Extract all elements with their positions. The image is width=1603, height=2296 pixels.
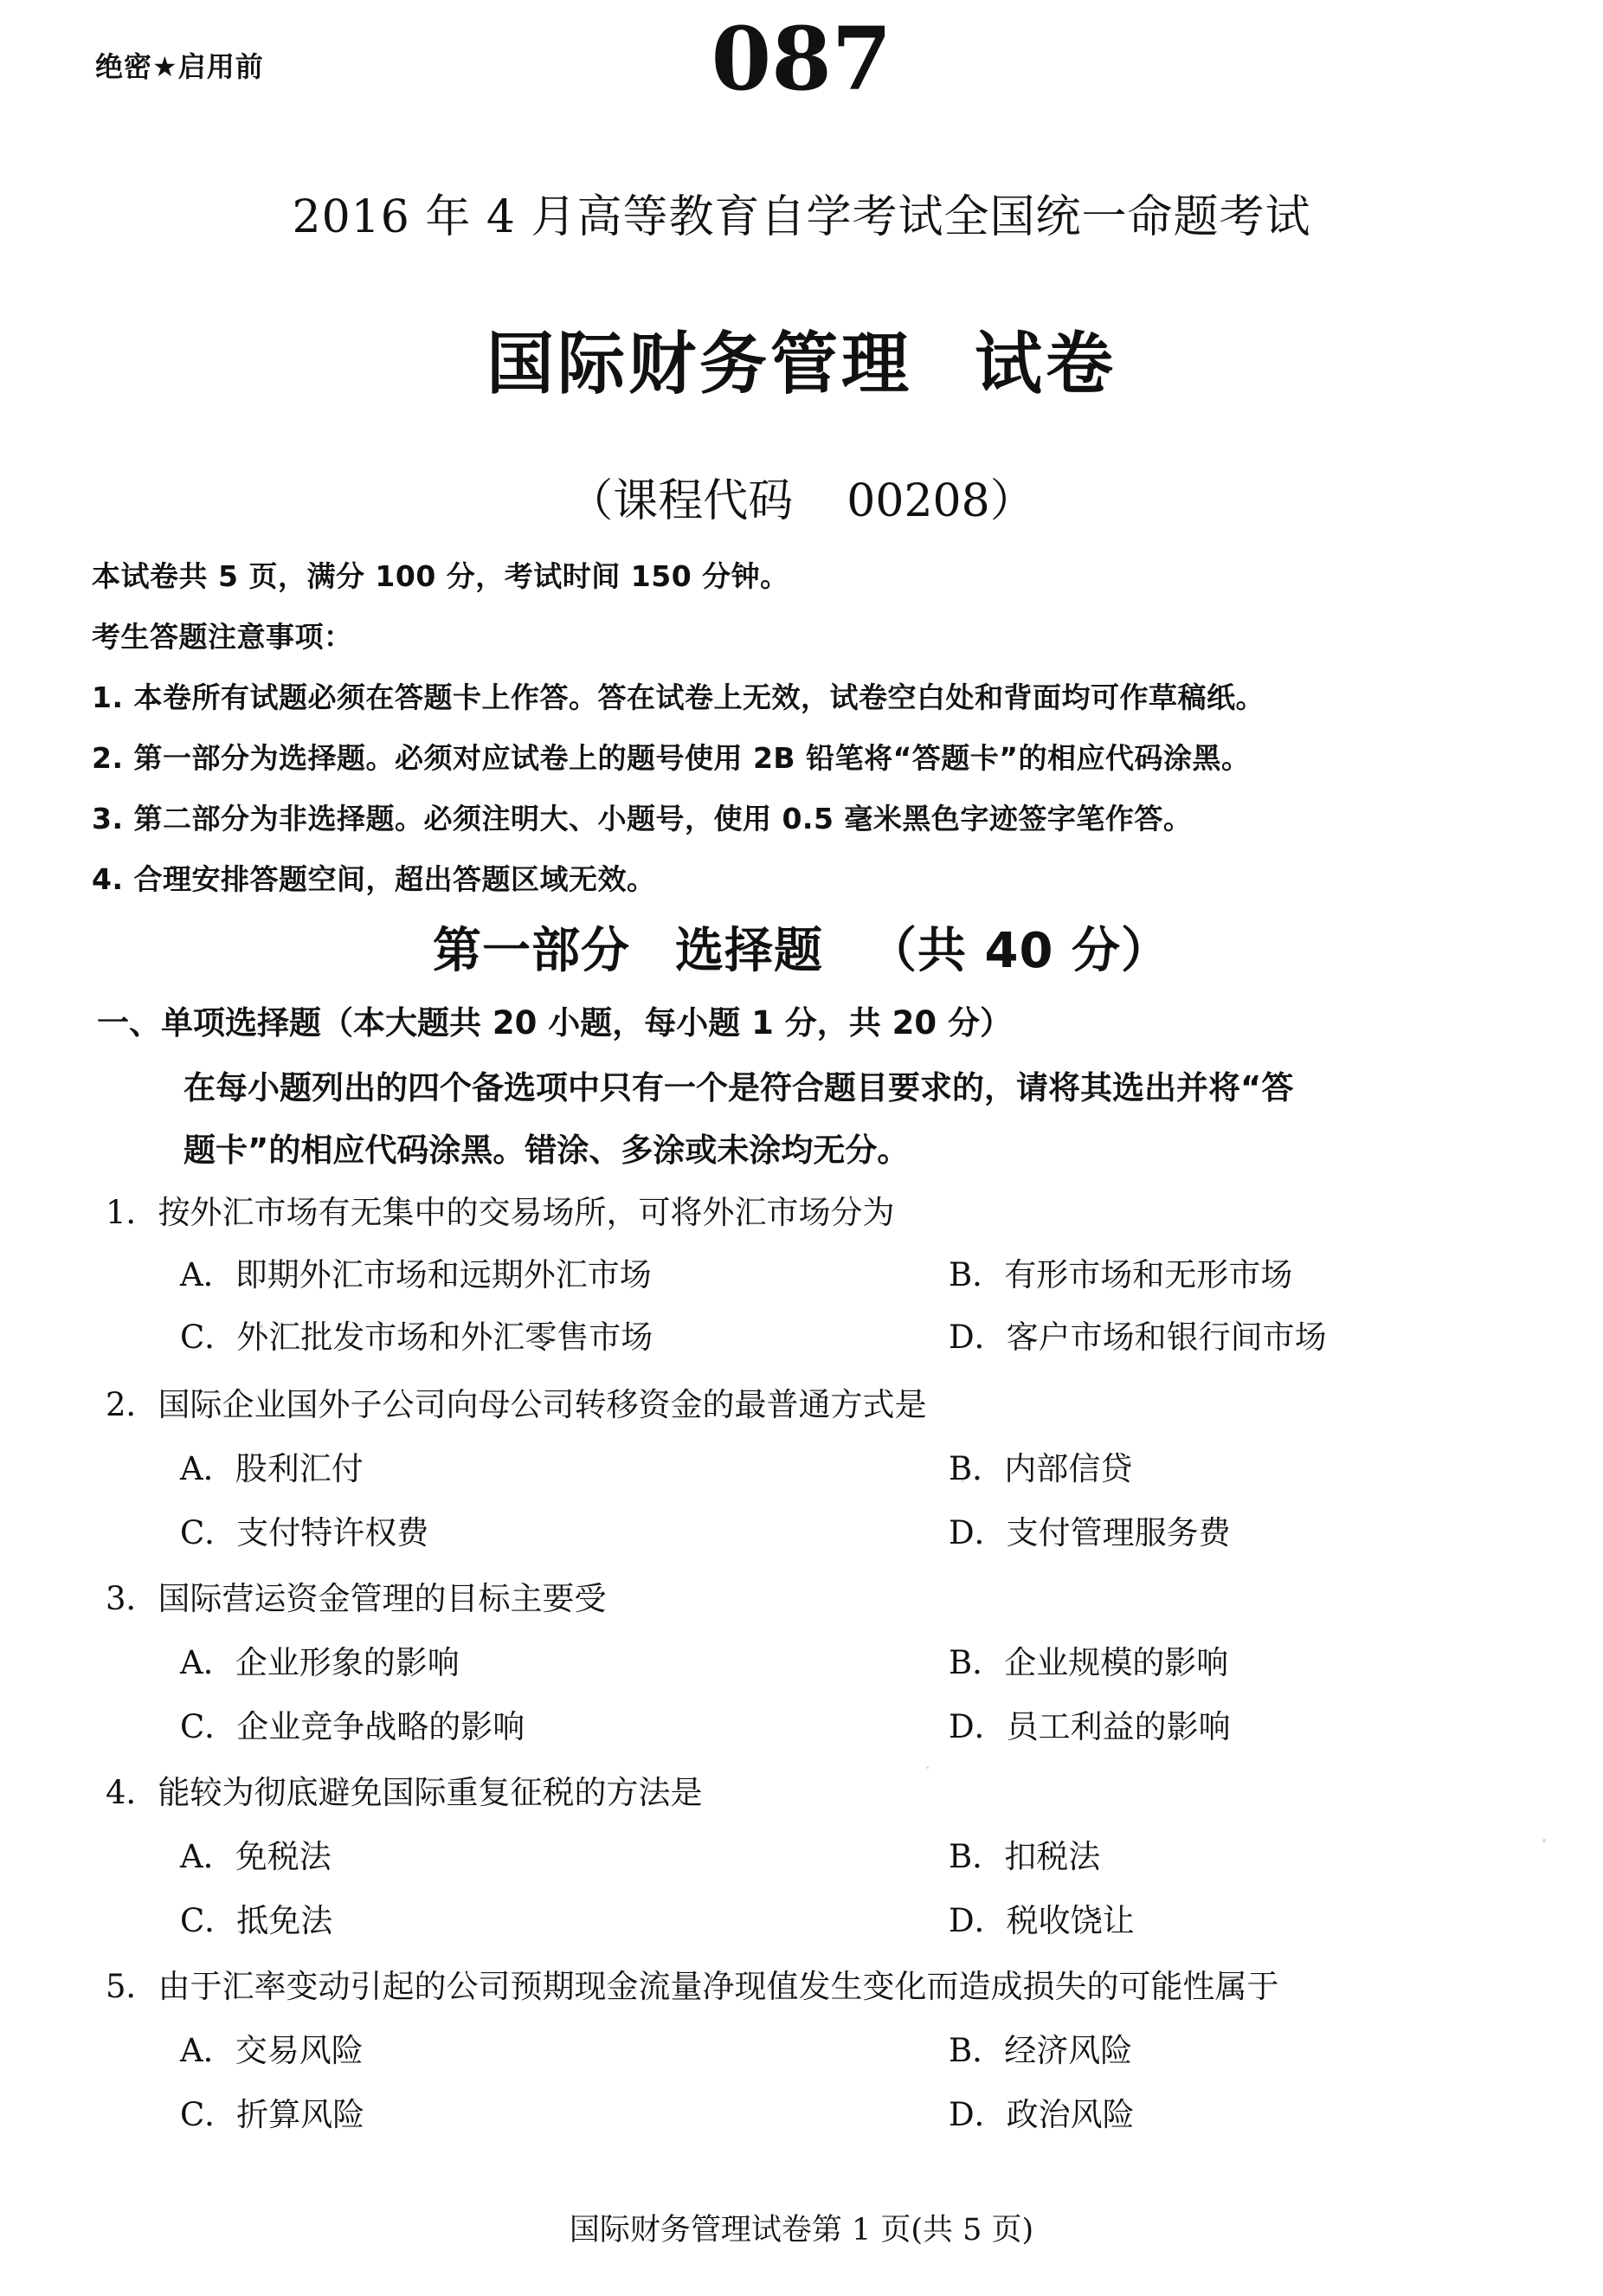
notice-item-1: 1. 本卷所有试题必须在答题卡上作答。答在试卷上无效，试卷空白处和背面均可作草稿纸。 — [92, 680, 1265, 714]
question-2-option-c: C．支付特许权费 — [180, 1514, 429, 1551]
section-one-title: 一、单项选择题（本大题共 20 小题，每小题 1 分，共 20 分） — [97, 1004, 1013, 1042]
paper-title-main: 国际财务管理 — [486, 325, 912, 403]
course-code-label: （课程代码 — [568, 475, 794, 527]
question-5-stem: 5．由于汇率变动引起的公司预期现金流量净现值发生变化而造成损失的可能性属于 — [106, 1968, 1279, 2005]
part-heading-part: 第一部分 — [433, 923, 631, 979]
question-1-stem: 1．按外汇市场有无集中的交易场所，可将外汇市场分为 — [106, 1194, 895, 1231]
section-one-instruction-line-2: 题卡”的相应代码涂黑。错涂、多涂或未涂均无分。 — [183, 1132, 910, 1169]
question-1-option-c: C．外汇批发市场和外汇零售市场 — [180, 1319, 653, 1356]
scan-speck — [260, 1325, 263, 1328]
notice-item-4: 4. 合理安排答题空间，超出答题区域无效。 — [92, 862, 656, 896]
question-2-option-d: D．支付管理服务费 — [949, 1514, 1231, 1551]
confidentiality-label: 绝密★启用前 — [95, 50, 264, 83]
question-2-option-a: A．股利汇付 — [180, 1450, 364, 1487]
scan-speck — [961, 1479, 964, 1482]
question-5-option-c: C．折算风险 — [180, 2096, 365, 2133]
scan-speck — [1542, 1839, 1546, 1842]
question-3-option-c: C．企业竞争战略的影响 — [180, 1708, 525, 1745]
question-4-option-b: B．扣税法 — [949, 1838, 1101, 1875]
question-3-stem: 3．国际营运资金管理的目标主要受 — [106, 1580, 607, 1617]
scan-speck — [926, 1766, 929, 1769]
part-heading-score: （共 40 分） — [868, 923, 1170, 979]
part-one-heading — [0, 913, 1603, 982]
question-4-stem: 4．能较为彻底避免国际重复征税的方法是 — [106, 1774, 703, 1811]
paper-title-suffix: 试卷 — [975, 325, 1117, 403]
page-footer: 国际财务管理试卷第 1 页(共 5 页) — [569, 2213, 1034, 2248]
question-5-option-d: D．政治风险 — [949, 2096, 1135, 2133]
question-4-option-a: A．免税法 — [180, 1838, 332, 1875]
question-4-option-c: C．抵免法 — [180, 1902, 333, 1939]
exam-title: 2016 年 4 月高等教育自学考试全国统一命题考试 — [292, 191, 1311, 243]
paper-title — [0, 310, 1603, 407]
section-one-instruction-line-1: 在每小题列出的四个备选项中只有一个是符合题目要求的，请将其选出并将“答 — [183, 1069, 1294, 1106]
paper-code: 087 — [711, 8, 892, 110]
part-heading-type: 选择题 — [675, 923, 824, 979]
notice-title: 考生答题注意事项： — [92, 620, 353, 654]
notice-item-2: 2. 第一部分为选择题。必须对应试卷上的题号使用 2B 铅笔将“答题卡”的相应代码涂黑。 — [92, 741, 1251, 775]
exam-summary: 本试卷共 5 页，满分 100 分，考试时间 150 分钟。 — [92, 559, 789, 593]
course-code-value: 00208） — [847, 475, 1035, 527]
question-2-option-b: B．内部信贷 — [949, 1450, 1133, 1487]
question-3-option-d: D．员工利益的影响 — [949, 1708, 1231, 1745]
notice-item-3: 3. 第二部分为非选择题。必须注明大、小题号，使用 0.5 毫米黑色字迹签字笔作答。 — [92, 802, 1193, 835]
question-3-option-a: A．企业形象的影响 — [180, 1644, 460, 1681]
question-1-option-d: D．客户市场和银行间市场 — [949, 1319, 1327, 1356]
question-1-option-b: B．有形市场和无形市场 — [949, 1256, 1293, 1293]
question-1-option-a: A．即期外汇市场和远期外汇市场 — [180, 1256, 652, 1293]
question-5-option-a: A．交易风险 — [180, 2032, 364, 2069]
question-5-option-b: B．经济风险 — [949, 2032, 1133, 2069]
course-code — [0, 464, 1603, 529]
question-4-option-d: D．税收饶让 — [949, 1902, 1135, 1939]
question-3-option-b: B．企业规模的影响 — [949, 1644, 1229, 1681]
question-2-stem: 2．国际企业国外子公司向母公司转移资金的最普通方式是 — [106, 1386, 927, 1423]
